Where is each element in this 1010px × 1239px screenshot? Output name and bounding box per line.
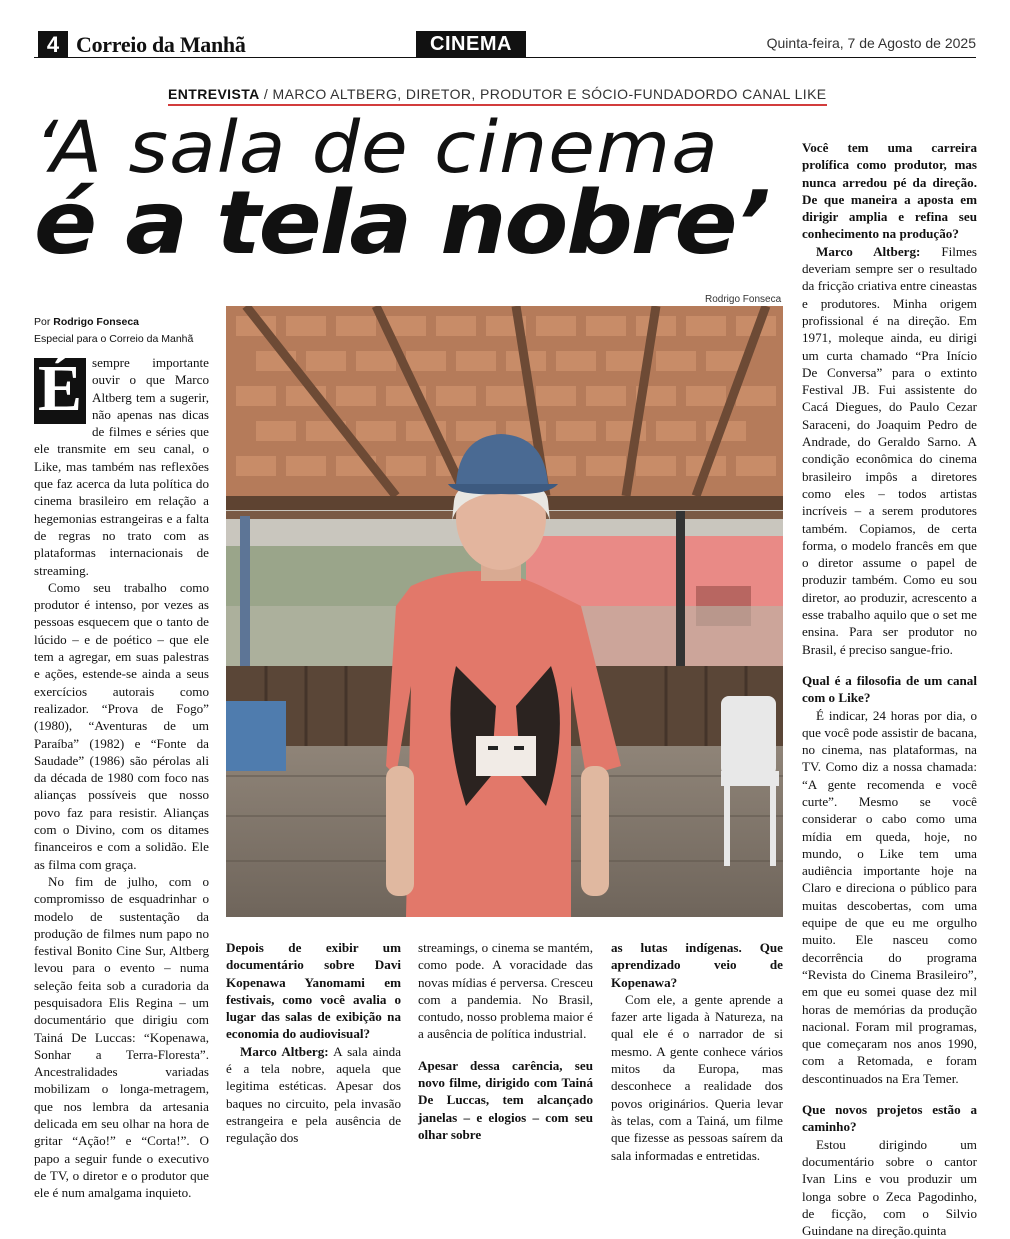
answer-4: É indicar, 24 horas por dia, o que você pode assistir de bacana, no cinema, nas plataformas, na TV. Como diz a nossa chamada: “A gente recomenda e você curte”. Mesmo se você considerar o cabo como uma mídia em queda, hoje, no mundo, o Like tem uma audiência importante hoje na Claro e direciona o público para muitas descobertas, com uma equipe de que eu me orgulho muito. Ele nasceu como decorrência do programa “Revista do Cinema Brasileiro”, em que eu somei quase dez mil horas de memórias da produção nacional. Foram mil programas, que começaram nos anos 1990, com a Retomada, e foram descontinuados na Era Temer. [802,707,977,1086]
answer-2: Com ele, a gente aprende a fazer arte ligada à Natureza, na qual ele é o narrador de si mesmo. A gente conhece vários mitos da Europa, mas desconhece a realidade dos povos originários. Queria levar às telas, com a Tainá, um filme que fizesse as pessoas saírem da sala informadas e entretidas. [611,991,783,1163]
question-2: Apesar dessa carência, seu novo filme, dirigido com Tainá De Luccas, tem alcançado janelas – e elogios – com seu olhar sobre [418,1057,593,1142]
article-column-1 [34,354,209,1202]
photo-credit: Rodrigo Fonseca [705,294,782,305]
answer-5: Estou dirigindo um documentário sobre o cantor Ivan Lins e vou produzir um longa sobre o Zeca Pagodinho, de ficção, com o Silvio Guindane na direção.quinta [802,1136,977,1239]
article-column-5 [802,139,977,1239]
question-5: Que novos projetos estão a caminho? [802,1102,977,1135]
byline-affiliation: Especial para o Correio da Manhã [34,333,194,345]
answer-1-speaker: Marco Altberg: [240,1043,329,1059]
paragraph-2: Como seu trabalho como produtor é intenso, por vezes as pessoas esquecem que o tanto de lúcido – e de poético – que ele tem a agregar, em suas palestras e ações, estende-se ainda a seus exercícios autorais como realizador. “Prova de Fogo” (1980), “Aventuras de um Paraíba” (1982) e “Fonte da Saudade” (1986) são pérolas ali da década de 1980 com foco nas alianças possíveis que nosso povo faz para resistir. Alianças com o Divino, com os ditames financeiros e com a solidão. Ele as filma com graça. [34,579,209,872]
question-4: Qual é a filosofia de um canal com o Like? [802,672,977,706]
question-1: Depois de exibir um documentário sobre Davi Kopenawa Yanomami em festivais, como você avalia o lugar das salas de exibição na economia do audiovisual? [226,940,401,1042]
article-kicker [168,86,827,106]
section-label: CINEMA [416,31,526,58]
article-column-3 [418,939,593,1143]
article-column-2 [226,939,401,1147]
kicker-label: ENTREVISTA [168,86,260,102]
byline-author: Rodrigo Fonseca [53,316,140,328]
header-rule [34,57,976,58]
answer-1-continued: streamings, o cinema se mantém, como pode. A voracidade das novas mídias é perversa. Cresceu com a pandemia. No Brasil, contudo, nosso problema maior é a ausência de política industrial. [418,940,593,1042]
answer-3 [802,243,977,658]
issue-date: Quinta-feira, 7 de Agosto de 2025 [766,35,976,51]
byline-prefix: Por [34,316,54,328]
article-column-4 [611,939,783,1164]
intro-paragraph [34,354,209,579]
blue-box [226,701,286,771]
intro-text: sempre importante ouvir o que Marco Altberg tem a sugerir, não apenas nas dicas de filmes e séries que ele transmite em seu canal, o Like, mas também nas reflexões que faz acerca da luta política do cinema brasileiro em relação a hegemonias estrangeiras e a falta de regras no trato com as plataformas internacionais de streaming. [34,355,209,578]
byline [34,314,193,348]
newspaper-masthead: Correio da Manhã [76,32,246,57]
question-3: Você tem uma carreira prolífica como produtor, mas nunca arredou pé da direção. De que maneira a aposta em dirigir amplia e refina seu conhecimento na produção? [802,140,977,242]
article-photo [226,306,783,917]
question-2-continued: as lutas indígenas. Que aprendizado veio de Kopenawa? [611,940,783,990]
answer-1-text: A sala ainda é a tela nobre, aquela que legitima estéticas. Apesar dos baques no circuito, pela invasão estrangeira e pela ausência de regulação dos [226,1043,401,1146]
drop-cap: É [34,358,86,424]
photo-illustration [226,306,783,917]
headline-line-2: é a tela nobre’ [34,172,769,274]
answer-3-text: Filmes deveriam sempre ser o resultado da fricção criativa entre cineastas e produtores. Minha origem profissional é na direção. Em 1971, moleque ainda, eu dirigi um curta chamado “Pra Início De Conversa” para o extinto Festival JB. Fui assistente do Cacá Diegues, do Paulo Cezar Saraceni, do Joaquim Pedro de Andrade, do Geraldo Sarno. A condição econômica do cinema brasileiro impôs a diretores como eles – todos artistas incríveis – a serem produtores também. Copiamos, de certa forma, o modelo francês em que o diretor assume o papel de produzir também. Como eu sou diretor, ao produzir, acrescento a esse trabalho aquilo que o set me ensina. Para ser produtor no Brasil, é preciso sangue-frio. [802,243,977,657]
paragraph-3: No fim de julho, com o compromisso de esquadrinhar o modelo de sustentação da produção de filmes num papo no festival Bonito Cine Sur, Altberg levou para o evento – numa seleção feita sob a curadoria da pesquisadora Elis Regina – um documentário que dirigiu com Tainá De Luccas: “Kopenawa, Sonhar a Terra-Floresta”. Ancestralidades variadas mobilizam o longa-metragem, que nos lembra da artesania delicada em seu olhar na hora de gritar “Ação!” e “Corta!”. O papo a seguir funde o executivo de TV, o diretor e o produtor que ele é num amalgama inquieto. [34,873,209,1201]
kicker-subject: MARCO ALTBERG, DIRETOR, PRODUTOR E SÓCIO-FUNDADORDO CANAL LIKE [272,86,827,102]
answer-1 [226,1043,401,1147]
answer-3-speaker: Marco Altberg: [816,243,921,259]
kicker-separator: / [259,86,273,102]
page-number: 4 [38,31,68,58]
headline-line-1: ‘A sala de cinema [34,106,719,189]
